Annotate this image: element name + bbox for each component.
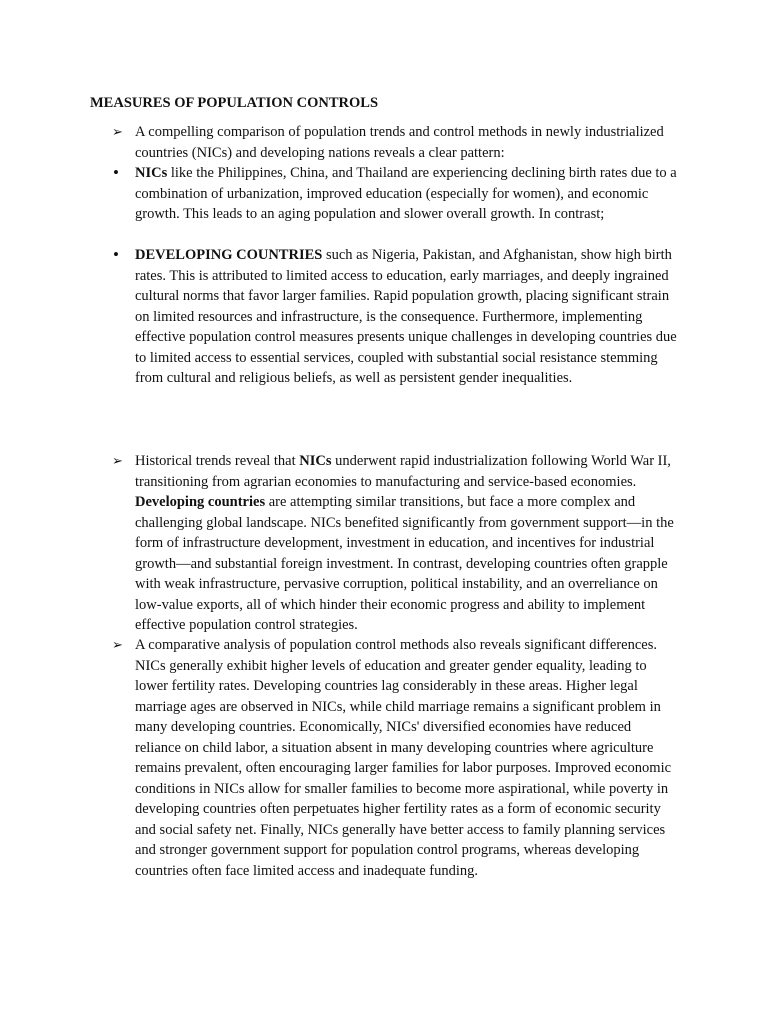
item-bold-term: Developing countries: [135, 494, 266, 510]
item-text: A compelling comparison of population trends and control methods in newly industrialized countries (NICs) and developing nations reveals a clear pattern:: [135, 124, 664, 161]
item-text: like the Philippines, China, and Thailand are experiencing declining birth rates due to a combination of urbanization, improved education (especially for women), and economic growth. This leads to an aging population and slower overall growth. In contrast;: [135, 165, 677, 222]
list-item: [135, 122, 680, 163]
list-item: [135, 163, 680, 225]
item-text: A comparative analysis of population control methods also reveals significant differences. NICs generally exhibit higher levels of education and greater gender equality, leading to lower fertility rates. Developing countries lag considerably in these areas. Higher legal marriage ages are observed in NICs, while child marriage remains a significant problem in many developing countries. Economically, NICs' diversified economies have reduced reliance on child labor, a situation absent in many developing countries where agriculture remains prevalent, often encouraging larger families for labor purposes. Improved economic conditions in NICs allow for smaller families to become more aspirational, while poverty in developing countries often perpetuates higher fertility rates as a form of economic security and social safety net. Finally, NICs generally have better access to family planning services and stronger government support for population control programs, whereas developing countries often face limited access and inadequate funding.: [135, 637, 672, 879]
page-title: MEASURES OF POPULATION CONTROLS: [90, 95, 379, 111]
list-item: [135, 635, 680, 881]
item-text: Historical trends reveal that: [135, 453, 300, 469]
round-bullet-icon: •: [113, 245, 119, 264]
item-bold-term: NICs: [299, 453, 332, 469]
item-text: are attempting similar transitions, but face a more complex and challenging global landscape. NICs benefited significantly from government support—in the form of infrastructure development, investment in education, and incentives for industrial growth—and substantial foreign investment. In contrast, developing countries often grapple with weak infrastructure, pervasive corruption, political instability, and an overreliance on low-value exports, all of which hinder their economic progress and ability to implement effective population control strategies.: [135, 494, 674, 633]
item-text: such as Nigeria, Pakistan, and Afghanistan, show high birth rates. This is attributed to limited access to education, early marriages, and deeply ingrained cultural norms that favor larger families. Rapid population growth, placing significant strain on limited resources and infrastructure, is the consequence. Furthermore, implementing effective population control measures presents unique challenges in developing countries due to limited access to essential services, coupled with substantial social resistance stemming from cultural and religious beliefs, as well as persistent gender inequalities.: [135, 247, 677, 386]
arrow-bullet-icon: ➢: [112, 124, 123, 139]
round-bullet-icon: •: [113, 163, 119, 182]
item-bold-term: NICs: [135, 165, 168, 181]
arrow-bullet-icon: ➢: [112, 637, 123, 652]
arrow-bullet-icon: ➢: [112, 453, 123, 468]
list-item: [135, 245, 680, 389]
list-item: [135, 451, 680, 636]
item-bold-term: DEVELOPING COUNTRIES: [135, 247, 323, 263]
item-text: underwent rapid industrialization following World War II, transitioning from agrarian economies to manufacturing and service-based economies.: [135, 453, 671, 490]
